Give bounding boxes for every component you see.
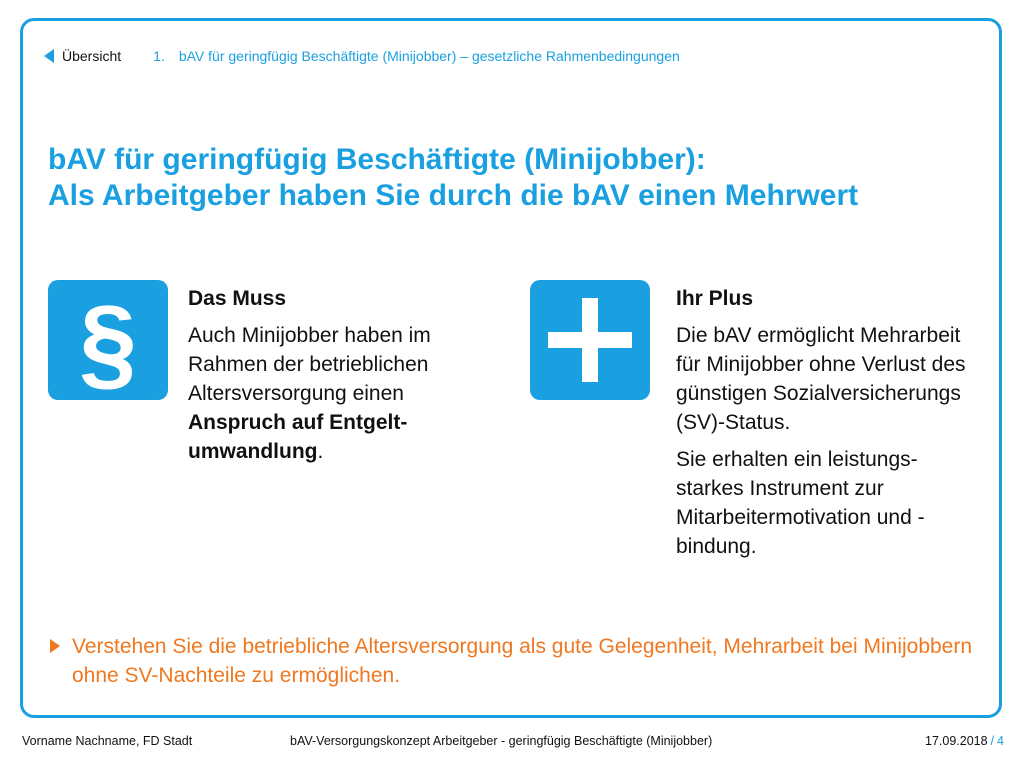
overview-link[interactable]: [44, 48, 121, 64]
section-number: 1.: [153, 48, 165, 64]
svg-text:§: §: [79, 285, 137, 400]
page-title: [48, 142, 988, 214]
plus-text-1: Die bAV ermöglicht Mehrarbeit für Minijobber ohne Verlust des günstigen Sozialversicherungs (SV)-Status.: [676, 324, 966, 434]
key-message-text: Verstehen Sie die betriebliche Altersversorgung als gute Gelegenheit, Mehrarbeit bei Minijobbern ohne SV-Nachteile zu ermöglichen.: [72, 635, 973, 687]
footer-author: Vorname Nachname, FD Stadt: [22, 734, 193, 748]
plus-heading: Ihr Plus: [676, 287, 754, 310]
must-heading: Das Muss: [188, 287, 287, 310]
overview-label: Übersicht: [62, 48, 122, 64]
footer-document: bAV-Versorgungskonzept Arbeitgeber - geringfügig Beschäftigte (Minijobber): [290, 734, 713, 748]
footer: [0, 734, 1024, 754]
back-arrow-icon: [44, 49, 54, 63]
section-subtitle: gesetzliche Rahmenbedingungen: [471, 48, 680, 64]
footer-separator: /: [990, 734, 995, 748]
plus-icon: [530, 280, 650, 400]
must-text-bold: Anspruch auf Entgeltumwandlung: [188, 411, 408, 463]
paragraph-icon: [48, 280, 168, 400]
plus-text-2: Sie erhalten ein leistungsstarkes Instrument zur Mitarbeitermotivation und -bindung.: [676, 448, 925, 558]
footer-date: 17.09.2018: [925, 734, 988, 748]
page-number: 4: [997, 734, 1004, 748]
bullet-arrow-icon: [50, 639, 60, 653]
key-message: [50, 632, 980, 690]
must-column: [188, 284, 498, 474]
breadcrumb: [44, 46, 680, 66]
must-text: Auch Minijobber haben im Rahmen der betrieblichen Altersversorgung einen Anspruch auf Entgeltumwandlung.: [188, 324, 431, 463]
section-title: bAV für geringfügig Beschäftigte (Minijobber) –: [178, 48, 469, 64]
section-breadcrumb[interactable]: [153, 48, 680, 64]
title-line-1: bAV für geringfügig Beschäftigte (Minijobber):: [48, 143, 706, 176]
title-line-2: Als Arbeitgeber haben Sie durch die bAV einen Mehrwert: [48, 179, 859, 212]
plus-column: [676, 284, 976, 569]
footer-date-page: [925, 734, 1004, 748]
